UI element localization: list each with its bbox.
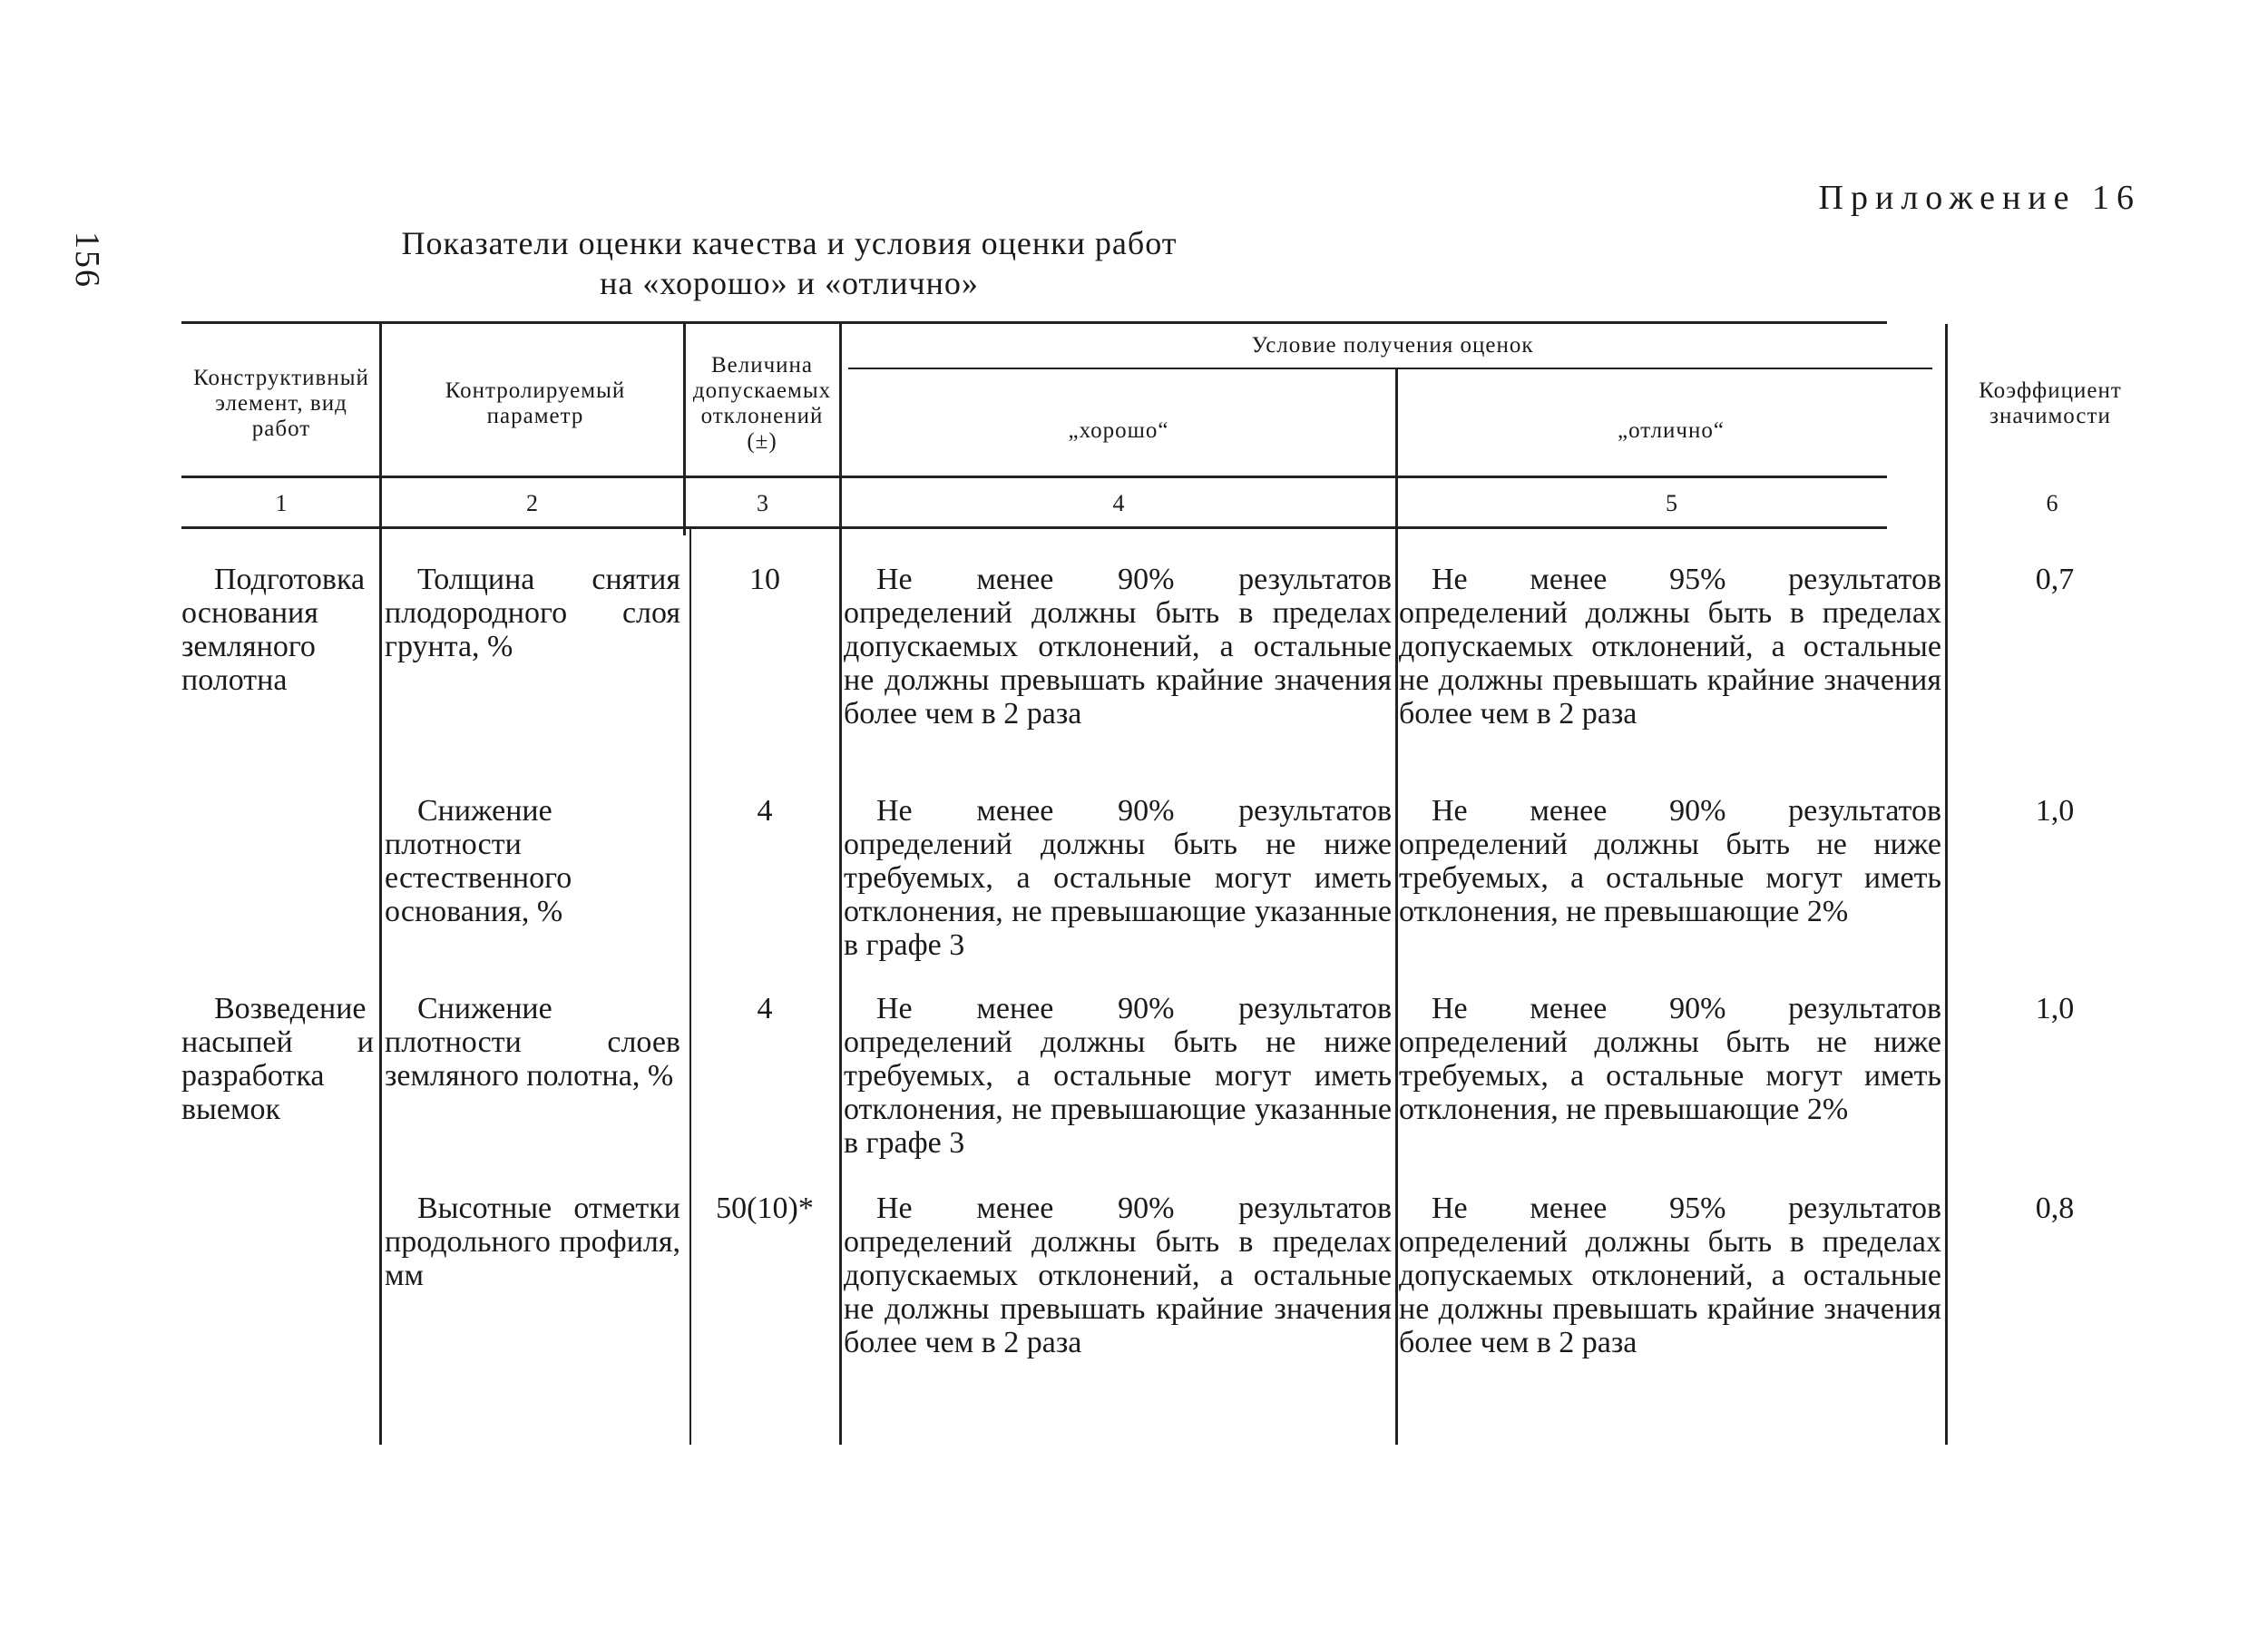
table-row-2-tolerance: 4 <box>757 794 773 828</box>
header-coefficient: Коэффициент значимости <box>1979 378 2122 428</box>
table-row-2-good: Не менее 90% результатов определений должны быть не ниже требуемых, а остальные могут иметь отклонения, не превышающие указанные в графе 3 <box>844 794 1392 962</box>
table-row-4-coefficient: 0,8 <box>2035 1192 2075 1225</box>
page-number: 156 <box>68 231 106 289</box>
table-row-3-excellent: Не менее 90% результатов определений должны быть не ниже требуемых, а остальные могут иметь отклонения, не превышающие 2% <box>1399 992 1941 1126</box>
column-number-3: 3 <box>757 490 768 516</box>
column-number-2: 2 <box>526 490 538 516</box>
table-row-3-parameter: Снижение плотности слоев земляного полотна, % <box>385 992 680 1093</box>
header-tolerance: Величина допускаемых отклонений (±) <box>692 353 832 454</box>
header-excellent: „отлично“ <box>1618 418 1725 443</box>
table-row-3-tolerance: 4 <box>757 992 773 1025</box>
table-row-4-tolerance: 50(10)* <box>716 1192 814 1225</box>
header-bottom-rule <box>181 476 1887 478</box>
table-row-3-coefficient: 1,0 <box>2035 992 2075 1025</box>
table-row-4-excellent: Не менее 95% результатов определений должны быть в пределах допускаемых отклонений, а остальные не должны превышать крайние значения более чем в 2 раза <box>1399 1192 1941 1359</box>
header-element: Конструктивный элемент, вид работ <box>193 366 369 441</box>
appendix-label: Приложение 16 <box>1818 179 2141 217</box>
column-number-1: 1 <box>275 490 288 516</box>
column-number-5: 5 <box>1666 490 1677 516</box>
header-parameter: Контролируемый параметр <box>445 378 626 428</box>
column-number-6: 6 <box>2046 490 2058 516</box>
title-line-1: Показатели оценки качества и условия оценки работ <box>401 225 1178 261</box>
table-row-2-excellent: Не менее 90% результатов определений должны быть не ниже требуемых, а остальные могут иметь отклонения, не превышающие 2% <box>1399 794 1941 928</box>
column-numbers-rule <box>181 526 1887 529</box>
group-header-rule <box>848 368 1932 369</box>
table-row-4-parameter: Высотные отметки продольного профиля, мм <box>385 1192 680 1292</box>
column-number-4: 4 <box>1112 490 1125 516</box>
table-row-1-element: Подготовка основания земляного полотна <box>181 563 366 697</box>
table-top-rule <box>181 321 1887 324</box>
table-row-1-coefficient: 0,7 <box>2035 563 2075 596</box>
table-row-1-excellent: Не менее 95% результатов определений должны быть в пределах допускаемых отклонений, а остальные не должны превышать крайние значения более чем в 2 раза <box>1399 563 1941 731</box>
table-title <box>0 223 1579 303</box>
header-conditions-group: Условие получения оценок <box>1251 333 1534 358</box>
table-row-1-good: Не менее 90% результатов определений должны быть в пределах допускаемых отклонений, а остальные не должны превышать крайние значения более чем в 2 раза <box>844 563 1392 731</box>
header-good: „хорошо“ <box>1068 418 1169 443</box>
table-row-4-good: Не менее 90% результатов определений должны быть в пределах допускаемых отклонений, а остальные не должны превышать крайние значения более чем в 2 раза <box>844 1192 1392 1359</box>
column-divider-4 <box>1395 368 1398 1445</box>
table-row-2-coefficient: 1,0 <box>2035 794 2075 828</box>
title-line-2: на «хорошо» и «отлично» <box>600 265 979 301</box>
table-row-3-element: Возведение насыпей и разработка выемок <box>181 992 374 1126</box>
table-row-3-good: Не менее 90% результатов определений должны быть не ниже требуемых, а остальные могут иметь отклонения, не превышающие указанные в графе 3 <box>844 992 1392 1160</box>
column-divider-2b <box>689 529 691 1445</box>
table-row-1-tolerance: 10 <box>749 563 780 596</box>
table-row-1-parameter: Толщина снятия плодородного слоя грунта, % <box>385 563 680 663</box>
table-row-2-parameter: Снижение плотности естественного основания, % <box>385 794 572 928</box>
